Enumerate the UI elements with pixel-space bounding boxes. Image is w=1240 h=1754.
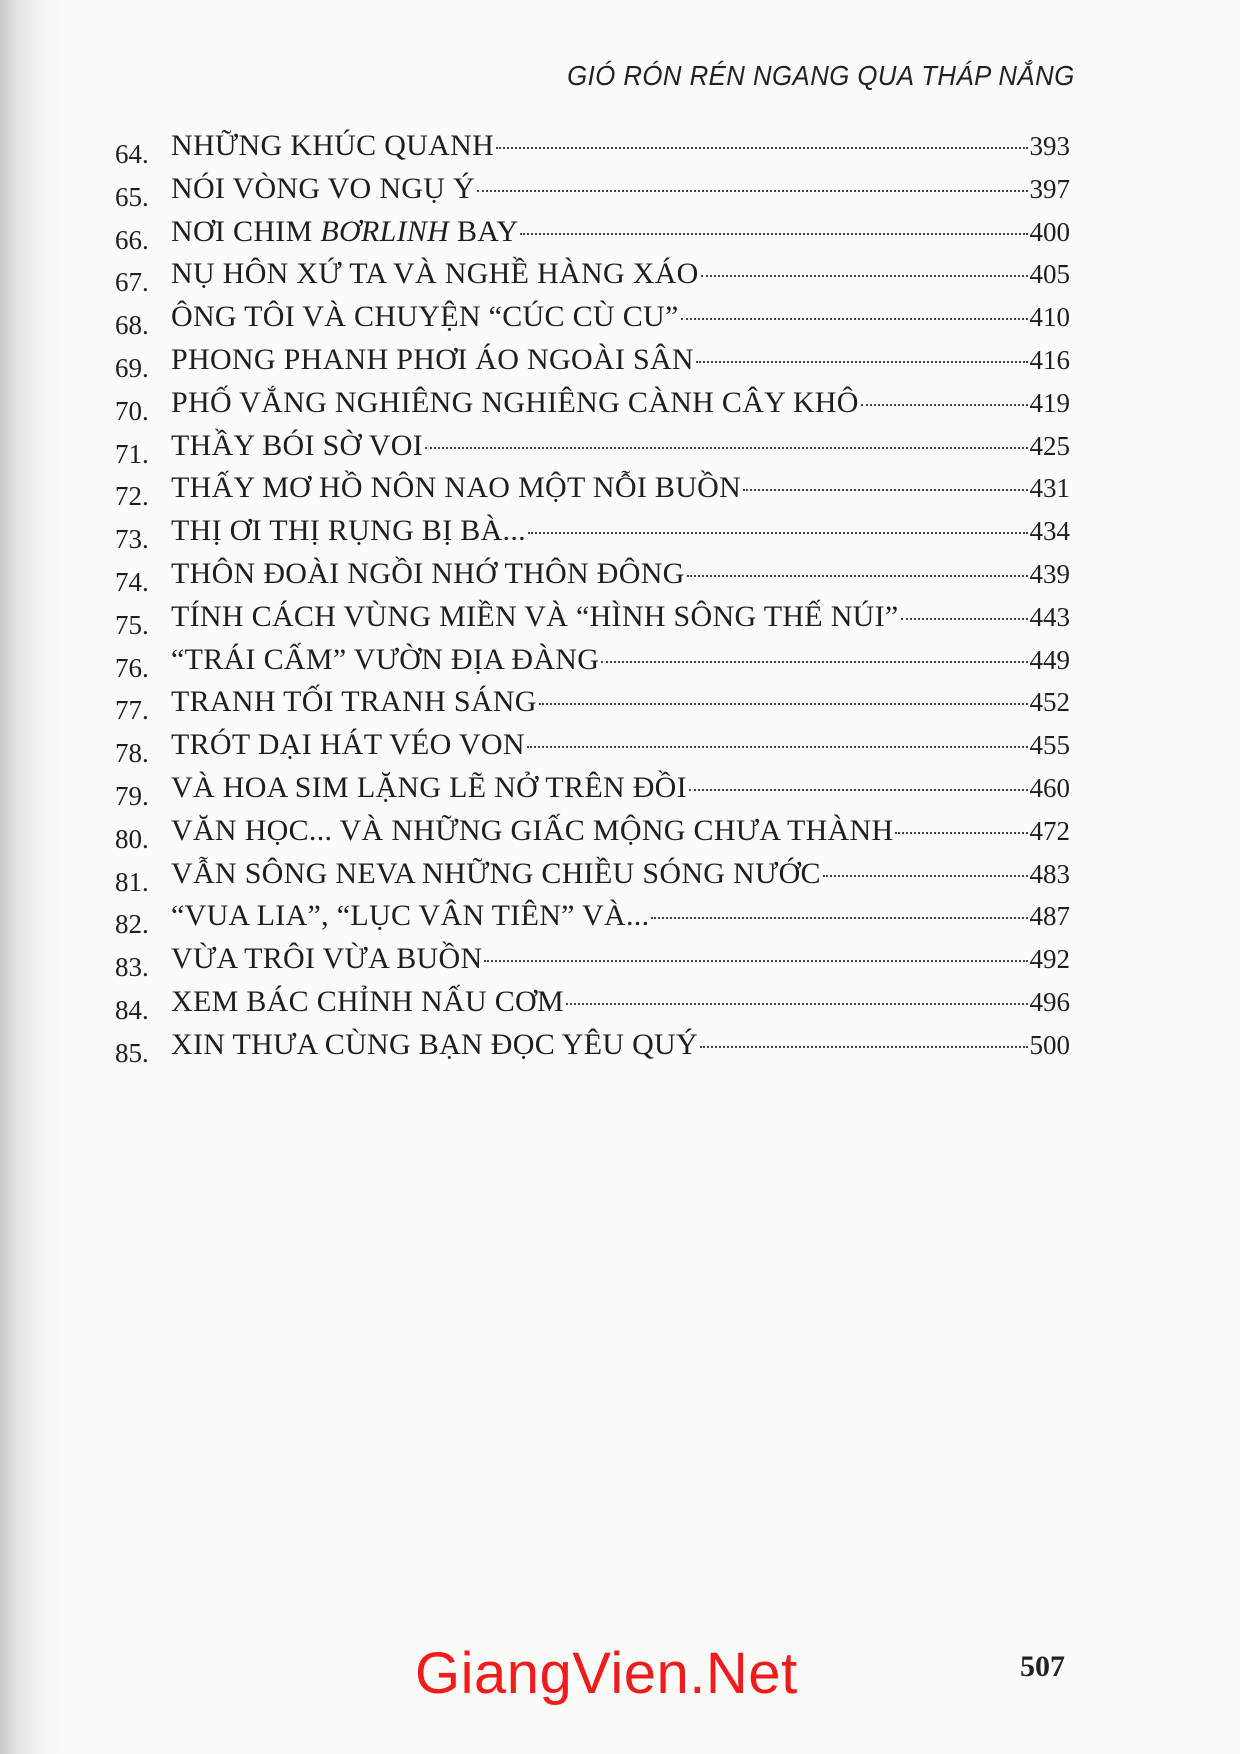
toc-dot-leader bbox=[681, 318, 1028, 320]
toc-dot-leader bbox=[520, 233, 1027, 235]
toc-entry bbox=[115, 382, 1070, 425]
toc-entry-number: 66. bbox=[115, 224, 149, 255]
toc-dot-leader bbox=[425, 447, 1028, 449]
toc-entry-title: VÀ HOA SIM LẶNG LẼ NỞ TRÊN ĐỒI bbox=[171, 770, 687, 804]
toc-entry-page: 431 bbox=[1029, 473, 1070, 504]
toc-entry-title: PHỐ VẮNG NGHIÊNG NGHIÊNG CÀNH CÂY KHÔ bbox=[171, 385, 859, 419]
toc-entry-page: 393 bbox=[1029, 131, 1070, 161]
toc-dot-leader bbox=[901, 618, 1028, 620]
toc-entry-page: 492 bbox=[1029, 944, 1070, 975]
toc-dot-leader bbox=[477, 190, 1028, 192]
toc-entry-number: 64. bbox=[115, 139, 149, 169]
toc-entry-title: VỪA TRÔI VỪA BUỒN bbox=[171, 942, 483, 976]
running-header: GIÓ RÓN RÉN NGANG QUA THÁP NẮNG bbox=[567, 60, 1075, 91]
toc-entry bbox=[115, 510, 1070, 553]
toc-entry-number: 84. bbox=[115, 994, 149, 1025]
toc-entry-page: 500 bbox=[1029, 1029, 1070, 1060]
toc-entry bbox=[115, 425, 1070, 468]
toc-entry-number: 76. bbox=[115, 652, 149, 683]
toc-entry bbox=[115, 724, 1070, 767]
toc-entry-page: 439 bbox=[1029, 558, 1070, 589]
toc-entry-number: 67. bbox=[115, 267, 149, 298]
toc-entry-number: 77. bbox=[115, 695, 149, 726]
toc-entry-number: 71. bbox=[115, 438, 149, 469]
toc-entry-title: PHONG PHANH PHƠI ÁO NGOÀI SÂN bbox=[171, 342, 694, 376]
toc-entry-number: 85. bbox=[115, 1037, 149, 1068]
watermark-logo: GiangVien.Net bbox=[415, 1641, 798, 1706]
toc-entry bbox=[115, 938, 1070, 981]
toc-entry bbox=[115, 296, 1070, 339]
toc-entry-number: 74. bbox=[115, 566, 149, 597]
toc-entry-title: ÔNG TÔI VÀ CHUYỆN “CÚC CÙ CU” bbox=[171, 300, 679, 334]
toc-entry-page: 434 bbox=[1029, 516, 1070, 547]
toc-entry-title: TRANH TỐI TRANH SÁNG bbox=[171, 685, 537, 719]
toc-entry bbox=[115, 639, 1070, 682]
toc-entry-number: 72. bbox=[115, 481, 149, 512]
toc-dot-leader bbox=[743, 489, 1027, 491]
toc-entry-number: 81. bbox=[115, 866, 149, 897]
toc-entry-title: NHỮNG KHÚC QUANH bbox=[171, 129, 495, 162]
toc-dot-leader bbox=[528, 532, 1028, 534]
page-number: 507 bbox=[1020, 1650, 1065, 1683]
toc-entry-number: 83. bbox=[115, 952, 149, 983]
toc-dot-leader bbox=[687, 575, 1028, 577]
toc-entry bbox=[115, 810, 1070, 853]
toc-entry-page: 419 bbox=[1029, 387, 1070, 418]
toc-entry bbox=[115, 681, 1070, 724]
toc-entry-page: 487 bbox=[1029, 901, 1070, 932]
toc-entry-number: 80. bbox=[115, 823, 149, 854]
toc-entry bbox=[115, 553, 1070, 596]
toc-entry-page: 400 bbox=[1029, 216, 1070, 247]
toc-entry bbox=[115, 1024, 1070, 1067]
toc-dot-leader bbox=[696, 361, 1028, 363]
toc-entry-number: 79. bbox=[115, 780, 149, 811]
toc-entry bbox=[115, 211, 1070, 254]
table-of-contents bbox=[115, 125, 1070, 1067]
toc-dot-leader bbox=[651, 917, 1027, 919]
toc-entry-title: THỊ ƠI THỊ RỤNG BỊ BÀ... bbox=[171, 514, 526, 548]
toc-entry bbox=[115, 767, 1070, 810]
toc-entry-title: XEM BÁC CHỈNH NẤU CƠM bbox=[171, 984, 564, 1018]
toc-entry bbox=[115, 895, 1070, 938]
toc-entry-title: TÍNH CÁCH VÙNG MIỀN VÀ “HÌNH SÔNG THẾ NÚI” bbox=[171, 599, 899, 633]
toc-dot-leader bbox=[689, 789, 1028, 791]
toc-dot-leader bbox=[895, 832, 1027, 834]
toc-entry bbox=[115, 253, 1070, 296]
toc-entry bbox=[115, 168, 1070, 211]
toc-entry bbox=[115, 339, 1070, 382]
toc-entry-page: 483 bbox=[1029, 858, 1070, 889]
toc-entry-title: THẤY MƠ HỒ NÔN NAO MỘT NỖI BUỒN bbox=[171, 471, 742, 505]
toc-entry-page: 460 bbox=[1029, 772, 1070, 803]
toc-entry bbox=[115, 596, 1070, 639]
toc-entry-number: 82. bbox=[115, 909, 149, 940]
toc-entry-title-italic: BƠRLINH bbox=[320, 214, 450, 248]
toc-entry-title: XIN THƯA CÙNG BẠN ĐỌC YÊU QUÝ bbox=[171, 1027, 698, 1061]
toc-entry-title: TRÓT DẠI HÁT VÉO VON bbox=[171, 728, 525, 762]
toc-entry-number: 68. bbox=[115, 310, 149, 341]
toc-dot-leader bbox=[701, 275, 1028, 277]
toc-entry-title: “TRÁI CẤM” VƯỜN ĐỊA ĐÀNG bbox=[171, 642, 600, 676]
toc-dot-leader bbox=[484, 960, 1027, 962]
toc-entry-page: 416 bbox=[1029, 344, 1070, 375]
toc-dot-leader bbox=[566, 1003, 1028, 1005]
toc-dot-leader bbox=[601, 661, 1027, 663]
toc-dot-leader bbox=[539, 703, 1028, 705]
toc-entry-page: 410 bbox=[1029, 302, 1070, 333]
toc-entry-number: 69. bbox=[115, 352, 149, 383]
toc-entry-number: 78. bbox=[115, 738, 149, 769]
toc-entry-title: THÔN ĐOÀI NGỒI NHỚ THÔN ĐÔNG bbox=[171, 556, 685, 590]
toc-dot-leader bbox=[527, 746, 1028, 748]
toc-entry-title-part: NƠI CHIM bbox=[171, 214, 321, 248]
toc-entry-title bbox=[171, 211, 518, 254]
toc-dot-leader bbox=[496, 147, 1027, 149]
toc-entry-number: 65. bbox=[115, 181, 149, 212]
toc-entry bbox=[115, 467, 1070, 510]
toc-entry bbox=[115, 853, 1070, 896]
toc-entry-page: 455 bbox=[1029, 730, 1070, 761]
toc-entry-page: 449 bbox=[1029, 644, 1070, 675]
toc-entry-page: 496 bbox=[1029, 986, 1070, 1017]
toc-entry-page: 452 bbox=[1029, 687, 1070, 718]
toc-entry-title: VẪN SÔNG NEVA NHỮNG CHIỀU SÓNG NƯỚC bbox=[171, 856, 821, 890]
toc-entry-title: VĂN HỌC... VÀ NHỮNG GIẤC MỘNG CHƯA THÀNH bbox=[171, 813, 894, 847]
toc-entry-title-part: BAY bbox=[449, 214, 519, 248]
toc-entry bbox=[115, 125, 1070, 168]
toc-dot-leader bbox=[700, 1046, 1028, 1048]
toc-entry-page: 443 bbox=[1029, 601, 1070, 632]
toc-entry-title: NỤ HÔN XỨ TA VÀ NGHỀ HÀNG XÁO bbox=[171, 257, 699, 291]
toc-entry-page: 472 bbox=[1029, 815, 1070, 846]
toc-entry-page: 425 bbox=[1029, 430, 1070, 461]
toc-entry bbox=[115, 981, 1070, 1024]
toc-entry-title: NÓI VÒNG VO NGỤ Ý bbox=[171, 171, 475, 205]
page-gutter-shadow bbox=[0, 0, 70, 1754]
toc-entry-page: 405 bbox=[1029, 259, 1070, 290]
toc-dot-leader bbox=[861, 404, 1028, 406]
toc-entry-title: “VUA LIA”, “LỤC VÂN TIÊN” VÀ... bbox=[171, 899, 650, 933]
toc-entry-page: 397 bbox=[1029, 173, 1070, 204]
toc-entry-number: 75. bbox=[115, 609, 149, 640]
toc-entry-title: THẦY BÓI SỜ VOI bbox=[171, 428, 423, 462]
toc-entry-number: 70. bbox=[115, 395, 149, 426]
toc-dot-leader bbox=[823, 875, 1028, 877]
toc-entry-number: 73. bbox=[115, 524, 149, 555]
